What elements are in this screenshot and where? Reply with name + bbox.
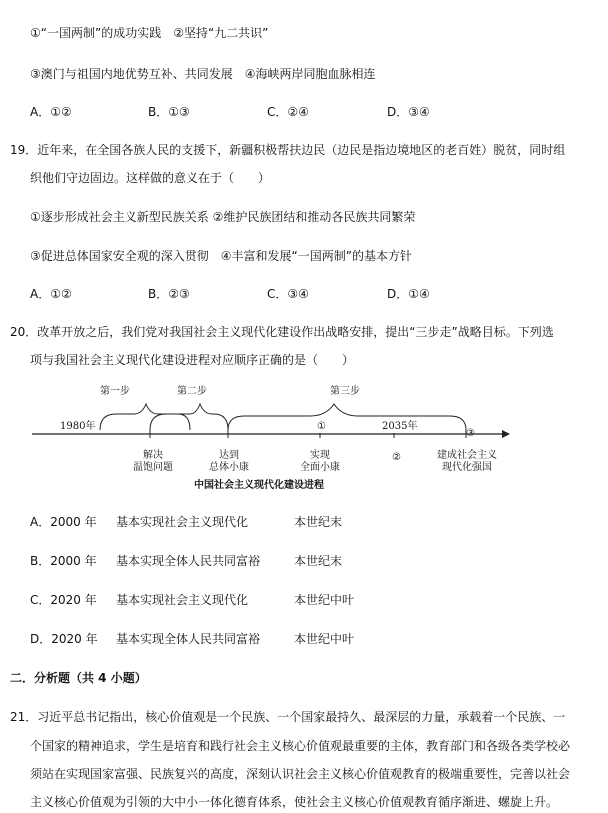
diagram-year-1980: 1980年: [60, 421, 96, 432]
stage-full-xiaokang-line1: 实现: [310, 450, 330, 461]
q20-option-b-time: 本世纪末: [294, 554, 343, 568]
q20-option-d-year: D．2020 年: [30, 632, 98, 646]
q19-option-a[interactable]: A．①②: [30, 287, 72, 301]
diagram-stage-solve-warmth: [133, 450, 173, 474]
stage-solve-warmth-line1: 解决: [143, 450, 163, 461]
q18-statement-1: ①“一国两制”的成功实践 ②坚持“九二共识”: [30, 26, 269, 40]
brace-step2: [150, 404, 228, 430]
diagram-stage-overall-xiaokang: [203, 450, 255, 474]
diagram-step1-label: 第一步: [100, 386, 130, 397]
stage-modern-power-line1: 建成社会主义: [437, 450, 497, 461]
q18-option-a[interactable]: A．①②: [30, 105, 72, 119]
stage-overall-xiaokang-line1: 达到: [219, 450, 239, 461]
q19-option-d[interactable]: D．①④: [387, 287, 430, 301]
q20-option-a-goal: 基本实现社会主义现代化: [116, 515, 249, 529]
q20-question-line1: 20．改革开放之后，我们党对我国社会主义现代化建设作出战略安排，提出“三步走”战略目标。下列选: [10, 325, 554, 339]
q21-line1: 21．习近平总书记指出，核心价值观是一个民族、一个国家最持久、最深层的力量，承载着一个民族、一: [10, 710, 566, 724]
q19-question-line2: 织他们守边固边。这样做的意义在于（ ）: [30, 171, 271, 185]
diagram-mark-3: ③: [466, 428, 475, 439]
q20-option-d-goal: 基本实现全体人民共同富裕: [116, 632, 261, 646]
q21-line2: 个国家的精神追求，学生是培育和践行社会主义核心价值观最重要的主体，教育部门和各级各类学校必: [30, 739, 571, 753]
q18-option-b[interactable]: B．①③: [148, 105, 190, 119]
q20-option-c-time: 本世纪中叶: [294, 593, 355, 607]
q20-question-line2: 项与我国社会主义现代化建设进程对应顺序正确的是（ ）: [30, 353, 355, 367]
q20-option-c-goal: 基本实现社会主义现代化: [116, 593, 249, 607]
q18-option-d[interactable]: D．③④: [387, 105, 430, 119]
section-heading: 二．分析题（共 4 小题）: [10, 671, 147, 685]
q19-statement-1: ①逐步形成社会主义新型民族关系 ②维护民族团结和推动各民族共同繁荣: [30, 210, 416, 224]
q20-option-c-year: C．2020 年: [30, 593, 97, 607]
q19-option-b[interactable]: B．②③: [148, 287, 190, 301]
q19-option-c[interactable]: C．③④: [267, 287, 309, 301]
diagram-year-2035: 2035年: [382, 421, 418, 432]
diagram-caption: 中国社会主义现代化建设进程: [194, 480, 324, 491]
q20-option-d-time: 本世纪中叶: [294, 632, 355, 646]
stage-modern-power-line2: 现代化强国: [442, 462, 492, 473]
diagram-mark-2: ②: [392, 452, 401, 463]
diagram-stage-modern-power: [430, 450, 504, 474]
q19-statement-2: ③促进总体国家安全观的深入贯彻 ④丰富和发展“一国两制”的基本方针: [30, 249, 412, 263]
stage-solve-warmth-line2: 温饱问题: [133, 462, 173, 473]
timeline-arrowhead: [502, 430, 510, 438]
q20-option-b-year: B．2000 年: [30, 554, 97, 568]
q18-statement-2: ③澳门与祖国内地优势互补、共同发展 ④海峡两岸同胞血脉相连: [30, 67, 376, 81]
stage-overall-xiaokang-line2: 总体小康: [209, 462, 249, 473]
brace-step3: [228, 404, 466, 430]
q20-option-a-time: 本世纪末: [294, 515, 343, 529]
q19-question-line1: 19．近年来，在全国各族人民的支援下，新疆积极帮扶边民（边民是指边境地区的老百姓）脱贫，同时组: [10, 143, 566, 157]
stage-full-xiaokang-line2: 全面小康: [300, 462, 340, 473]
brace-step1: [100, 404, 190, 430]
diagram-mark-1: ①: [317, 421, 326, 432]
q20-option-a-year: A．2000 年: [30, 515, 97, 529]
diagram-stage-full-xiaokang: [294, 450, 346, 474]
q18-option-c[interactable]: C．②④: [267, 105, 309, 119]
q20-option-b-goal: 基本实现全体人民共同富裕: [116, 554, 261, 568]
diagram-step3-label: 第三步: [330, 386, 360, 397]
q21-line3: 须站在实现国家富强、民族复兴的高度，深刻认识社会主义核心价值观教育的极端重要性，完善以社会: [30, 767, 571, 781]
diagram-step2-label: 第二步: [177, 386, 207, 397]
q21-line4: 主义核心价值观为引领的大中小一体化德育体系，使社会主义核心价值观教育循序渐进、螺旋上升。: [30, 795, 559, 809]
modernization-process-diagram: [30, 380, 510, 498]
